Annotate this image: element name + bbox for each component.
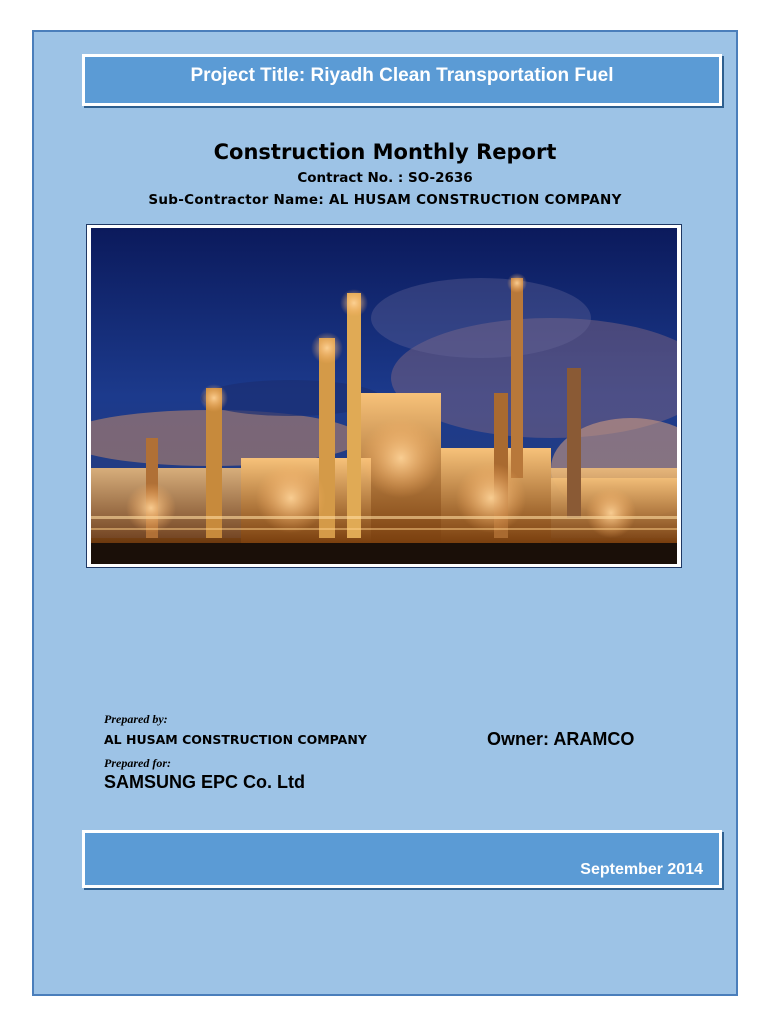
report-cover-page: [32, 30, 738, 996]
subcontractor-name: Sub-Contractor Name: AL HUSAM CONSTRUCTION COMPANY: [148, 192, 622, 208]
prepared-for-value: SAMSUNG EPC Co. Ltd: [104, 772, 305, 792]
refinery-photo: [86, 224, 682, 568]
project-title-banner: [82, 54, 722, 106]
prepared-by-label: Prepared by:: [104, 712, 168, 726]
report-title: Construction Monthly Report: [213, 140, 557, 164]
refinery-night-image: [91, 228, 677, 564]
report-date: September 2014: [580, 861, 703, 878]
contract-number: Contract No. : SO-2636: [297, 170, 473, 186]
prepared-by-value: AL HUSAM CONSTRUCTION COMPANY: [104, 732, 367, 747]
prepared-for-label: Prepared for:: [104, 756, 171, 770]
date-banner: [82, 830, 722, 888]
project-title: Project Title: Riyadh Clean Transportation Fuel: [190, 65, 614, 86]
owner-label: Owner: ARAMCO: [487, 729, 635, 749]
